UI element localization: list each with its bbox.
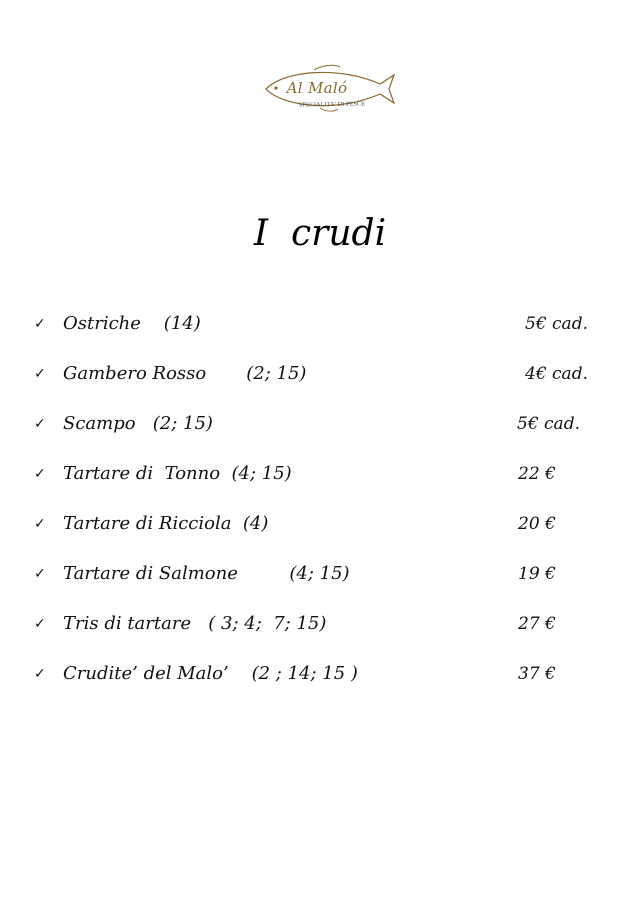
menu-item-price: 20 €: [518, 514, 556, 534]
menu-item-price: 5€ cad.: [525, 314, 588, 334]
menu-item-label: Gambero Rosso (2; 15): [63, 363, 307, 384]
checkmark-icon: ✓: [34, 616, 46, 632]
menu-item-price: 5€ cad.: [517, 414, 580, 434]
checkmark-icon: ✓: [34, 466, 46, 482]
menu-item-price: 37 €: [518, 664, 556, 684]
checkmark-icon: ✓: [34, 316, 46, 332]
menu-item-price: 19 €: [518, 564, 556, 584]
menu-item: [0, 312, 640, 344]
menu-item: [0, 612, 640, 644]
menu-item: [0, 512, 640, 544]
menu-item-price: 4€ cad.: [525, 364, 588, 384]
menu-item-price: 27 €: [518, 614, 556, 634]
menu-item-label: Tartare di Tonno (4; 15): [63, 463, 292, 484]
menu-item-label: Ostriche (14): [63, 313, 201, 334]
checkmark-icon: ✓: [34, 666, 46, 682]
menu-item: [0, 362, 640, 394]
page-title: I crudi: [253, 213, 387, 254]
checkmark-icon: ✓: [34, 366, 46, 382]
menu-item-label: Crudite’ del Malo’ (2 ; 14; 15 ): [63, 663, 358, 684]
menu-item: [0, 462, 640, 494]
menu-item-label: Scampo (2; 15): [63, 413, 213, 434]
menu-item: [0, 562, 640, 594]
checkmark-icon: ✓: [34, 516, 46, 532]
menu-item-label: Tartare di Ricciola (4): [63, 513, 269, 534]
menu-item-price: 22 €: [518, 464, 556, 484]
menu-item-label: Tris di tartare ( 3; 4; 7; 15): [63, 613, 327, 634]
menu-item: [0, 662, 640, 694]
checkmark-icon: ✓: [34, 416, 46, 432]
menu-item: [0, 412, 640, 444]
logo-tagline: SPECIALITA' DI PESCE: [298, 101, 366, 109]
logo-wordmark: Al Maló: [286, 79, 348, 97]
menu-item-label: Tartare di Salmone (4; 15): [63, 563, 350, 584]
checkmark-icon: ✓: [34, 566, 46, 582]
